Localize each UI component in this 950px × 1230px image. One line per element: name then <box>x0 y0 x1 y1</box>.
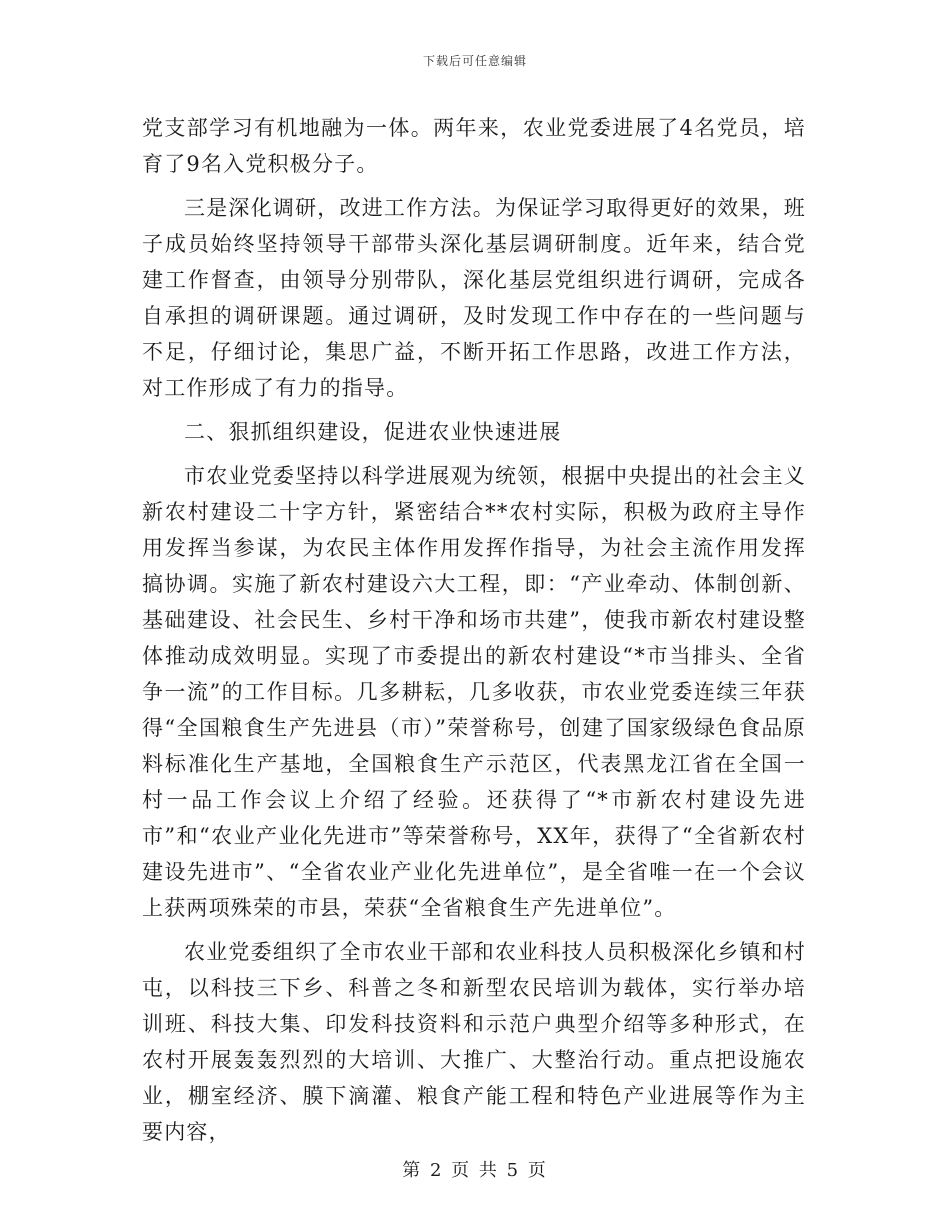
page-footer: 第 2 页 共 5 页 <box>402 1160 548 1181</box>
paragraph-4: 农业党委组织了全市农业干部和农业科技人员积极深化乡镇和村屯，以科技三下乡、科普之冬和新型农民培训为载体，实行举办培训班、科技大集、印发科技资料和示范户典型介绍等多种形式，在农村开展轰轰烈烈的大培训、大推广、大整治行动。重点把设施农业，棚室经济、膜下滴灌、粮食产能工程和特色产业进展等作为主要内容， <box>142 940 806 1144</box>
paragraph-1: 党支部学习有机地融为一体。两年来，农业党委进展了4名党员，培育了9名入党积极分子。 <box>142 116 806 176</box>
document-body <box>142 110 806 1150</box>
paragraph-2: 三是深化调研，改进工作方法。为保证学习取得更好的效果，班子成员始终坚持领导干部带头深化基层调研制度。近年来，结合党建工作督查，由领导分别带队，深化基层党组织进行调研，完成各自承担的调研课题。通过调研，及时发现工作中存在的一些问题与不足，仔细讨论，集思广益，不断开拓工作思路，改进工作方法，对工作形成了有力的指导。 <box>142 196 806 400</box>
page-header: 下载后可任意编辑 <box>422 54 527 68</box>
section-heading: 二、狠抓组织建设，促进农业快速进展 <box>184 420 562 444</box>
paragraph-3: 市农业党委坚持以科学进展观为统领，根据中央提出的社会主义新农村建设二十字方针，紧密结合**农村实际，积极为政府主导作用发挥当参谋，为农民主体作用发挥作指导，为社会主流作用发挥搞协调。实施了新农村建设六大工程，即：“产业牵动、体制创新、基础建设、社会民生、乡村干净和场市共建”，使我市新农村建设整体推动成效明显。实现了市委提出的新农村建设“*市当排头、全省争一流”的工作目标。几多耕耘，几多收获，市农业党委连续三年获得“全国粮食生产先进县（市）”荣誉称号，创建了国家级绿色食品原料标准化生产基地，全国粮食生产示范区，代表黑龙江省在全国一村一品工作会议上介绍了经验。还获得了“*市新农村建设先进市”和“农业产业化先进市”等荣誉称号，XX年，获得了“全省新农村建设先进市”、“全省农业产业化先进单位”，是全省唯一在一个会议上获两项殊荣的市县，荣获“全省粮食生产先进单位”。 <box>142 464 806 920</box>
